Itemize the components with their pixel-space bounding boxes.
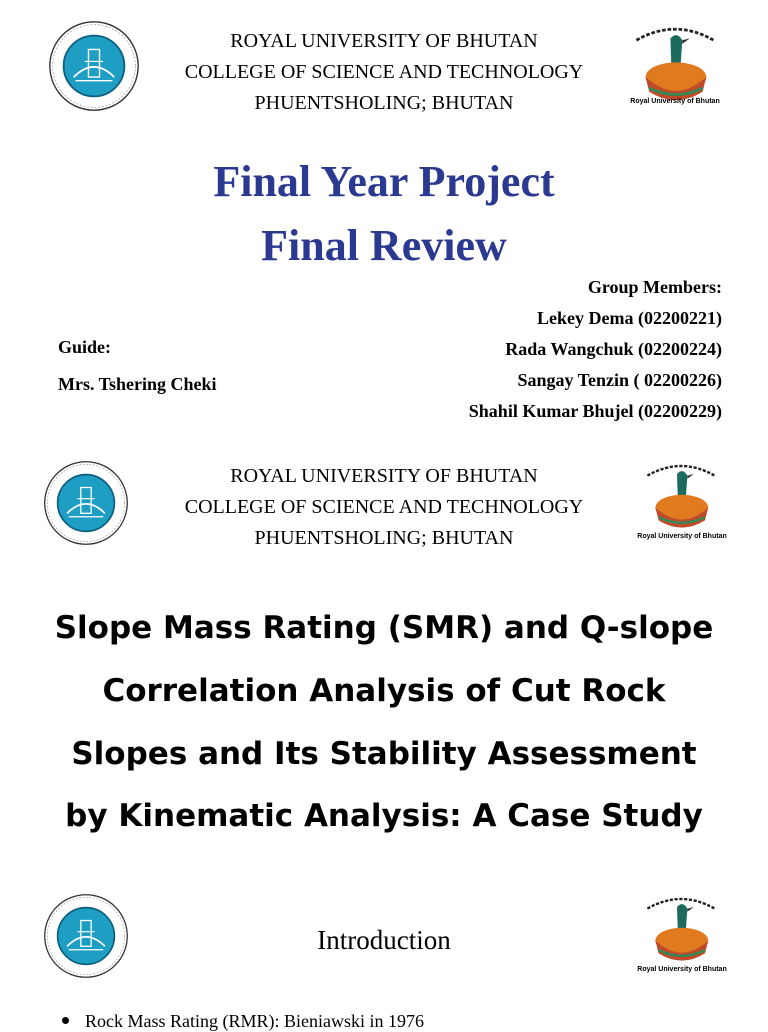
college-name: COLLEGE OF SCIENCE AND TECHNOLOGY: [184, 61, 584, 83]
member-4: Shahil Kumar Bhujel (02200229): [468, 401, 722, 421]
group-members-heading: Group Members:: [587, 277, 722, 297]
page-title: Final Year Project: [213, 157, 555, 206]
page-subtitle: Final Review: [261, 221, 507, 270]
section-heading: Introduction: [317, 925, 451, 955]
rub-logo-caption: Royal University of Bhutan: [637, 533, 727, 540]
university-name: ROYAL UNIVERSITY OF BHUTAN: [230, 465, 538, 487]
title-line-2: Correlation Analysis of Cut Rock: [102, 673, 666, 709]
bullet-item: [62, 1010, 424, 1032]
cst-logo: [40, 893, 138, 985]
rub-logo-caption: Royal University of Bhutan: [630, 98, 720, 105]
cst-logo: [45, 20, 143, 112]
cst-logo: [40, 460, 138, 552]
title-line-4: by Kinematic Analysis: A Case Study: [65, 798, 703, 834]
location: PHUENTSHOLING; BHUTAN: [254, 527, 514, 549]
guide-label: Guide:: [58, 337, 112, 357]
bullet-text: Rock Mass Rating (RMR): Bieniawski in 1976: [85, 1011, 424, 1031]
member-1: Lekey Dema (02200221): [537, 308, 722, 328]
college-name: COLLEGE OF SCIENCE AND TECHNOLOGY: [184, 496, 584, 518]
title-line-1: Slope Mass Rating (SMR) and Q-slope: [54, 610, 714, 646]
bullet-icon: [62, 1017, 69, 1024]
member-3: Sangay Tenzin ( 02200226): [517, 370, 722, 390]
rub-logo-caption: Royal University of Bhutan: [637, 966, 727, 973]
location: PHUENTSHOLING; BHUTAN: [254, 92, 514, 114]
member-2: Rada Wangchuk (02200224): [505, 339, 722, 359]
guide-name: Mrs. Tshering Cheki: [58, 374, 217, 394]
title-line-3: Slopes and Its Stability Assessment: [71, 736, 697, 772]
university-name: ROYAL UNIVERSITY OF BHUTAN: [230, 30, 538, 52]
